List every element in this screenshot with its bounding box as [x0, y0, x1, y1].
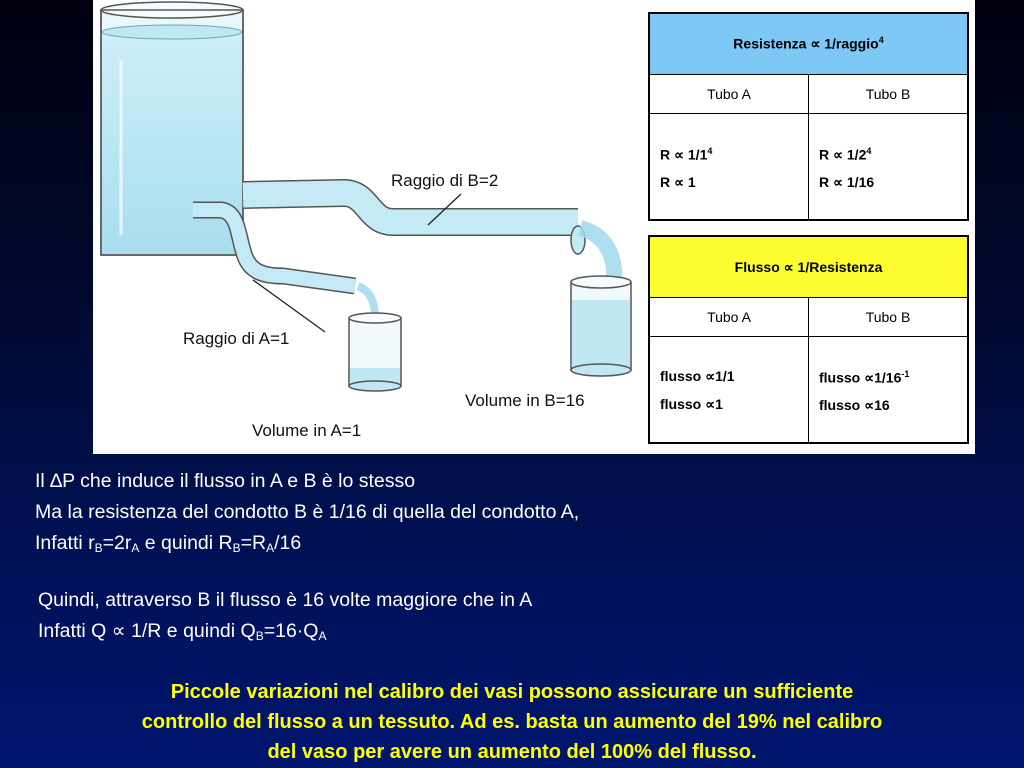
beaker-a [349, 313, 401, 391]
explanation-block-2 [38, 585, 532, 652]
conclusion-line-3: del vaso per avere un aumento del 100% del flusso. [267, 741, 757, 763]
resistance-table-header: Resistenza ∝ 1/raggio$^4$ [649, 13, 968, 75]
resistance-col-a: Tubo A [649, 75, 809, 114]
explanation-line-3: Infatti $r_B=2r_A$ e quindi $R_B=R_A/16$ [35, 532, 302, 555]
flow-col-b: Tubo B [809, 298, 969, 337]
beaker-b [571, 276, 631, 376]
conclusion-line-1: Piccole variazioni nel calibro dei vasi possono assicurare un sufficiente [170, 681, 854, 703]
resistance-cell-a: $R \propto 1/1^4$ R ∝ 1 [649, 114, 809, 221]
conclusion-line-2: controllo del flusso a un tessuto. Ad es. basta un aumento del 19% nel calibro [141, 711, 883, 733]
label-radius-a: Raggio di A=1 [183, 329, 290, 348]
flow-table-header: Flusso ∝ 1/Resistenza [649, 236, 968, 298]
flow-cell-a: flusso ∝1/1 flusso ∝1 [649, 337, 809, 444]
conclusion-text [20, 677, 1004, 767]
resistance-cell-b: $R \propto 1/2^4$ R ∝ 1/16 [809, 114, 969, 221]
explanation-block-1 [35, 466, 579, 564]
flow-cell-b: flusso $\propto 1/16^{-1}$ flusso ∝16 [809, 337, 969, 444]
flow-table [648, 235, 969, 444]
label-radius-b: Raggio di B=2 [391, 171, 499, 190]
resistance-col-b: Tubo B [809, 75, 969, 114]
explanation-line-4: Quindi, attraverso B il flusso è 16 volte maggiore che in A [38, 589, 533, 611]
flow-col-a: Tubo A [649, 298, 809, 337]
explanation-line-1: Il ∆P che induce il flusso in A e B è lo stesso [35, 470, 416, 492]
explanation-line-2: Ma la resistenza del condotto B è 1/16 di quella del condotto A, [35, 501, 580, 523]
label-volume-a: Volume in A=1 [252, 421, 362, 440]
resistance-table [648, 12, 969, 221]
explanation-line-5: Infatti Q ∝ 1/R e quindi $Q_B=16\cdot Q_A$ [38, 620, 327, 643]
label-volume-b: Volume in B=16 [465, 391, 585, 410]
pipe-b [243, 193, 585, 254]
